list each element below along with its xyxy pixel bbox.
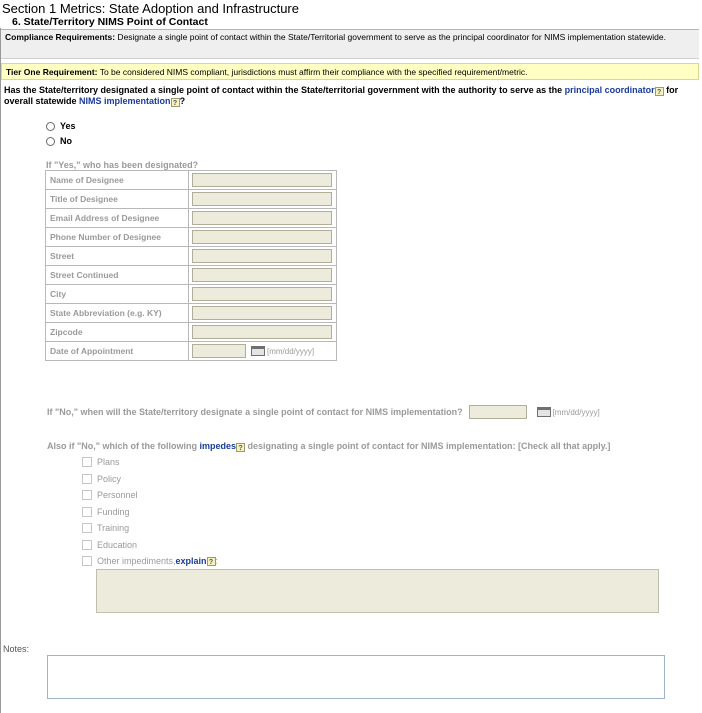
- field-cell: [189, 323, 337, 342]
- tier-one-requirement-box: [1, 63, 699, 80]
- policy-label: Policy: [97, 473, 122, 484]
- radio-no[interactable]: [46, 137, 55, 146]
- field-cell: [189, 285, 337, 304]
- field-cell: [189, 171, 337, 190]
- impedes-text-2: designating a single point of contact for NIMS implementation: [Check all that apply.]: [245, 441, 611, 451]
- table-row: [46, 209, 337, 228]
- date-format-hint: [mm/dd/yyyy]: [552, 407, 600, 417]
- list-item: [82, 537, 218, 554]
- city-label: City: [46, 285, 189, 304]
- help-icon[interactable]: ?: [655, 87, 664, 96]
- list-item: [82, 454, 218, 471]
- designee-table: [45, 170, 337, 361]
- no-question-text: If "No," when will the State/territory designate a single point of contact for NIMS implementation?: [47, 407, 463, 417]
- table-row: [46, 323, 337, 342]
- question-text-2: for overall statewide: [4, 85, 679, 106]
- phone-of-designee-input[interactable]: [192, 230, 332, 244]
- field-cell: [189, 266, 337, 285]
- date-of-appointment-label: Date of Appointment: [46, 342, 189, 361]
- zipcode-label: Zipcode: [46, 323, 189, 342]
- help-icon[interactable]: ?: [207, 557, 216, 566]
- personnel-checkbox[interactable]: [82, 490, 92, 500]
- title-of-designee-input[interactable]: [192, 192, 332, 206]
- table-row: [46, 228, 337, 247]
- field-cell: [189, 190, 337, 209]
- street-input[interactable]: [192, 249, 332, 263]
- education-checkbox[interactable]: [82, 540, 92, 550]
- state-abbreviation-input[interactable]: [192, 306, 332, 320]
- field-cell: [189, 304, 337, 323]
- table-row: [46, 247, 337, 266]
- principal-coordinator-link[interactable]: principal coordinator: [564, 85, 655, 95]
- other-impediments-checkbox[interactable]: [82, 556, 92, 566]
- zipcode-input[interactable]: [192, 325, 332, 339]
- phone-of-designee-label: Phone Number of Designee: [46, 228, 189, 247]
- state-abbreviation-label: State Abbreviation (e.g. KY): [46, 304, 189, 323]
- radio-yes-label: Yes: [60, 121, 76, 131]
- other-impediments-suffix: :: [215, 556, 219, 567]
- policy-checkbox[interactable]: [82, 474, 92, 484]
- question-text-3: ?: [179, 96, 186, 106]
- date-of-appointment-input[interactable]: [192, 344, 246, 358]
- notes-label: Notes:: [3, 644, 30, 654]
- date-format-hint: [mm/dd/yyyy]: [267, 346, 315, 356]
- street-continued-input[interactable]: [192, 268, 332, 282]
- help-icon[interactable]: ?: [171, 98, 180, 107]
- radio-yes[interactable]: [46, 122, 55, 131]
- section-title: Section 1 Metrics: State Adoption and Infrastructure: [2, 1, 299, 16]
- question-text-1: Has the State/territory designated a single point of contact within the State/territorial government with the authority to serve as the: [4, 85, 565, 95]
- no-question-row: [47, 405, 600, 419]
- street-continued-label: Street Continued: [46, 266, 189, 285]
- compliance-requirements-box: [1, 29, 699, 59]
- funding-label: Funding: [97, 506, 130, 517]
- radio-no-label: No: [60, 136, 72, 146]
- impediments-checklist: [82, 454, 218, 570]
- email-of-designee-input[interactable]: [192, 211, 332, 225]
- title-of-designee-label: Title of Designee: [46, 190, 189, 209]
- training-label: Training: [97, 523, 130, 534]
- field-cell: [189, 209, 337, 228]
- personnel-label: Personnel: [97, 490, 138, 501]
- subsection-title: 6. State/Territory NIMS Point of Contact: [12, 16, 208, 28]
- yes-prompt: If "Yes," who has been designated?: [46, 160, 199, 170]
- field-cell: [189, 342, 337, 361]
- education-label: Education: [97, 539, 138, 550]
- table-row: [46, 190, 337, 209]
- table-row: [46, 285, 337, 304]
- field-cell: [189, 247, 337, 266]
- other-impediments-explain-textarea[interactable]: [96, 569, 659, 613]
- calendar-icon[interactable]: [537, 407, 551, 417]
- impedes-text-1: Also if "No," which of the following: [47, 441, 200, 451]
- name-of-designee-label: Name of Designee: [46, 171, 189, 190]
- impedes-question: [47, 441, 610, 452]
- other-impediments-label: Other impediments,: [97, 556, 176, 567]
- radio-no-row[interactable]: [46, 136, 72, 146]
- street-label: Street: [46, 247, 189, 266]
- list-item: [82, 504, 218, 521]
- calendar-icon[interactable]: [251, 346, 265, 356]
- email-of-designee-label: Email Address of Designee: [46, 209, 189, 228]
- tier-label: Tier One Requirement:: [6, 67, 98, 77]
- table-row: [46, 304, 337, 323]
- field-cell: [189, 228, 337, 247]
- name-of-designee-input[interactable]: [192, 173, 332, 187]
- training-checkbox[interactable]: [82, 523, 92, 533]
- table-row: [46, 342, 337, 361]
- designation-date-input[interactable]: [469, 405, 527, 419]
- list-item: [82, 553, 218, 570]
- designation-question: [4, 85, 698, 107]
- help-icon[interactable]: ?: [236, 443, 245, 452]
- radio-yes-row[interactable]: [46, 121, 76, 131]
- list-item: [82, 471, 218, 488]
- list-item: [82, 487, 218, 504]
- city-input[interactable]: [192, 287, 332, 301]
- compliance-label: Compliance Requirements:: [5, 32, 116, 42]
- table-row: [46, 266, 337, 285]
- plans-checkbox[interactable]: [82, 457, 92, 467]
- explain-link[interactable]: explain: [175, 556, 207, 567]
- notes-textarea[interactable]: [47, 655, 665, 699]
- funding-checkbox[interactable]: [82, 507, 92, 517]
- tier-text: To be considered NIMS compliant, jurisdictions must affirm their compliance with the specified requirement/metric.: [97, 67, 528, 77]
- plans-label: Plans: [97, 457, 120, 468]
- table-row: [46, 171, 337, 190]
- impedes-link[interactable]: impedes: [199, 441, 237, 451]
- compliance-text: Designate a single point of contact within the State/Territorial government to serve as the principal coordinator for NIMS implementation statewide.: [115, 32, 666, 42]
- list-item: [82, 520, 218, 537]
- nims-implementation-link[interactable]: NIMS implementation: [79, 96, 171, 106]
